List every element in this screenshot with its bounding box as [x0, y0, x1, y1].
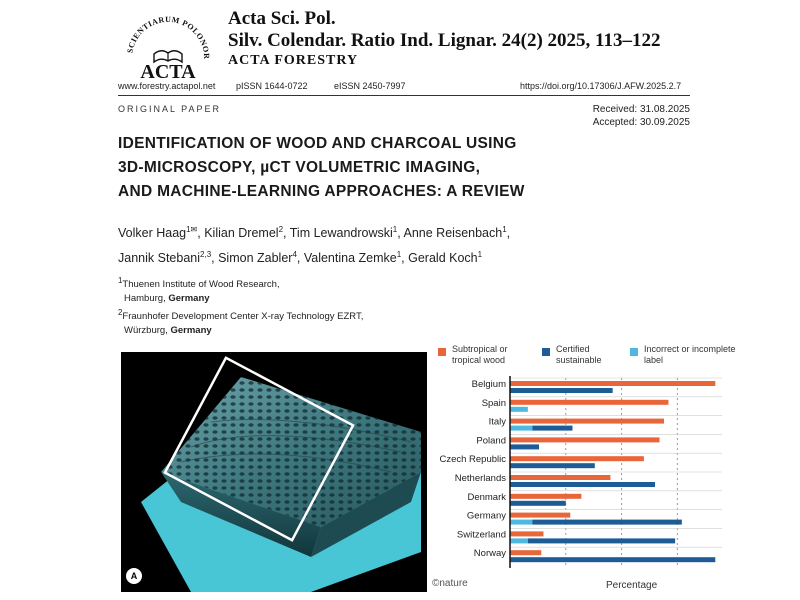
received-date: Received: 31.08.2025: [592, 104, 690, 115]
author-name: Gerald Koch: [408, 251, 478, 266]
bar-incorrect: [510, 538, 528, 543]
logo-ring-text: SCIENTIARUM POLONOR: [125, 14, 212, 60]
article-title: [118, 132, 678, 204]
title-line: IDENTIFICATION OF WOOD AND CHARCOAL USING: [118, 135, 517, 152]
article-dates: [593, 103, 690, 129]
author-affiliation-marker: 1: [396, 250, 402, 260]
legend-label-incorrect: Incorrect or incomplete label: [644, 344, 736, 365]
affiliation-institution: Thuenen Institute of Wood Research,: [122, 279, 280, 291]
bar-certified: [510, 501, 566, 506]
bar-certified: [510, 444, 539, 449]
bar-tropical: [510, 494, 581, 499]
author-line: [118, 244, 688, 269]
author-affiliation-marker: 4: [292, 250, 297, 260]
category-label: Italy: [488, 416, 506, 428]
legend-swatch-certified: [542, 348, 550, 356]
author-name: Valentina Zemke: [303, 251, 397, 266]
bar-tropical: [510, 381, 715, 386]
title-line: AND MACHINE-LEARNING APPROACHES: A REVIEW: [118, 183, 525, 200]
affiliation-country: Germany: [168, 293, 210, 305]
author-name: Kilian Dremel: [204, 226, 279, 241]
bar-certified: [532, 426, 572, 431]
author-affiliation-marker: 1: [477, 250, 483, 260]
author-name: Simon Zabler: [218, 251, 293, 266]
bar-chart: [432, 370, 732, 590]
logo-wordmark: ACTA: [140, 61, 196, 80]
bar-certified: [510, 463, 595, 468]
bar-tropical: [510, 550, 541, 555]
author-separator: ,: [296, 251, 304, 266]
journal-series: Silv. Colendar. Ratio Ind. Lignar. 24(2) 2025, 113–122: [228, 30, 661, 51]
category-label: Netherlands: [454, 473, 506, 484]
affiliation-institution: Fraunhofer Development Center X-ray Technology EZRT,: [122, 311, 364, 323]
journal-logo: [118, 8, 218, 80]
legend-swatch-tropical: [438, 348, 446, 356]
author-separator: ,: [506, 226, 511, 241]
author-separator: ,: [401, 251, 409, 266]
x-axis-label: Percentage: [606, 580, 658, 591]
affiliation-marker: 1: [118, 276, 123, 285]
author-separator: ,: [397, 226, 404, 241]
category-label: Belgium: [471, 379, 506, 390]
author-affiliation-marker: 1: [392, 225, 398, 234]
bar-tropical: [510, 419, 664, 424]
author-separator: ,: [211, 251, 219, 266]
panel-label-badge: A: [126, 568, 142, 584]
category-label: Spain: [481, 397, 506, 409]
affiliation-location: [118, 324, 448, 338]
doi-link[interactable]: https://doi.org/10.17306/J.AFW.2025.2.7: [520, 81, 682, 91]
bar-certified: [528, 538, 675, 543]
bar-tropical: [510, 456, 644, 461]
bar-tropical: [510, 475, 610, 480]
accepted-date: Accepted: 30.09.2025: [592, 117, 690, 128]
category-label: Czech Republic: [439, 454, 506, 466]
bar-incorrect: [510, 426, 532, 431]
author-name: Tim Lewandrowski: [289, 226, 393, 241]
journal-name: Acta Sci. Pol.: [228, 8, 336, 29]
author-list: [118, 219, 688, 269]
bar-incorrect: [510, 407, 528, 412]
author-name: Anne Reisenbach: [403, 226, 503, 241]
bar-certified: [510, 388, 613, 393]
legend-swatch-incorrect: [630, 348, 638, 356]
header-divider: [118, 95, 690, 96]
author-affiliation-marker: 2: [278, 225, 284, 234]
article-type: ORIGINAL PAPER: [118, 104, 222, 114]
bar-incorrect: [510, 520, 532, 525]
affiliation-item: [118, 274, 448, 292]
affiliation-city: Hamburg,: [124, 293, 169, 305]
category-label: Poland: [476, 435, 506, 447]
category-label: Denmark: [467, 491, 506, 503]
bar-certified: [532, 520, 682, 525]
bar-certified: [510, 482, 655, 487]
author-line: [118, 219, 688, 244]
affiliation-marker: 2: [118, 308, 123, 318]
category-label: Switzerland: [456, 529, 506, 541]
author-separator: ,: [283, 226, 290, 241]
journal-website[interactable]: www.forestry.actapol.net: [118, 81, 216, 91]
affiliation-country: Germany: [170, 325, 212, 337]
author-affiliation-marker: 1: [502, 225, 507, 234]
author-affiliation-marker: 1✉: [186, 225, 198, 234]
author-name: Volker Haag: [118, 226, 187, 241]
title-line: 3D-MICROSCOPY, µCT VOLUMETRIC IMAGING,: [118, 159, 481, 176]
category-label: Germany: [466, 510, 506, 522]
microct-volume-image: [121, 352, 427, 592]
bar-tropical: [510, 513, 570, 518]
affiliation-city: Würzburg,: [124, 325, 171, 337]
figure-credit: ©nature: [432, 578, 468, 589]
pissn: pISSN 1644-0722: [236, 81, 308, 91]
journal-section: ACTA FORESTRY: [228, 53, 359, 68]
legend-label-tropical: Subtropical or tropical wood: [452, 344, 508, 365]
author-separator: ,: [197, 226, 205, 241]
bar-tropical: [510, 437, 660, 442]
author-affiliation-marker: 2,3: [200, 250, 212, 260]
affiliation-location: [118, 292, 448, 306]
eissn: eISSN 2450-7997: [334, 81, 406, 91]
bar-chart-svg: [432, 370, 732, 590]
bar-certified: [510, 557, 715, 562]
bar-tropical: [510, 531, 543, 536]
category-label: Norway: [473, 548, 506, 560]
affiliation-item: [118, 306, 448, 324]
affiliations: [118, 274, 448, 338]
author-name: Jannik Stebani: [118, 251, 201, 266]
legend-label-certified: Certified sustainable: [556, 344, 602, 365]
bar-tropical: [510, 400, 668, 405]
